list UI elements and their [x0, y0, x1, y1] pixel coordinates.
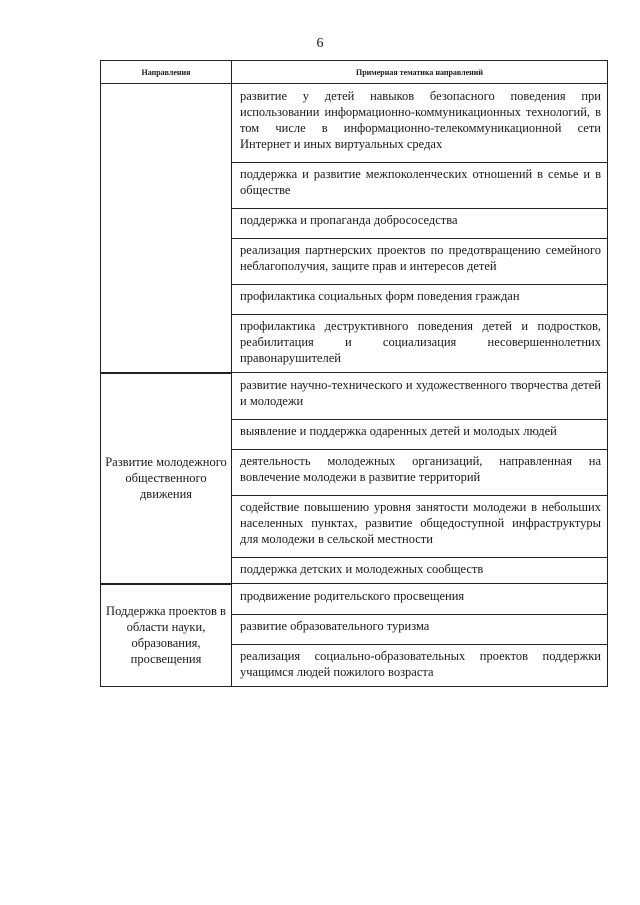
header-topics: Примерная тематика направлений — [232, 61, 608, 84]
table-row — [101, 373, 608, 584]
direction-cell: Поддержка проектов в области науки, образования, просвещения — [101, 584, 232, 687]
topic-item: поддержка и пропаганда добрососедства — [232, 208, 607, 232]
topic-item: поддержка и развитие межпоколенческих отношений в семье и в обществе — [232, 162, 607, 202]
topics-cell — [232, 373, 608, 584]
topic-item: профилактика деструктивного поведения детей и подростков, реабилитация и социализация несовершеннолетних правонарушителей — [232, 314, 607, 372]
topics-cell — [232, 84, 608, 373]
direction-cell: Развитие молодежного общественного движения — [101, 373, 232, 584]
direction-cell — [101, 84, 232, 373]
table-header-row — [101, 61, 608, 84]
topic-item: профилактика социальных форм поведения граждан — [232, 284, 607, 308]
topic-item: реализация партнерских проектов по предотвращению семейного неблагополучия, защите прав и интересов детей — [232, 238, 607, 278]
topic-item: развитие у детей навыков безопасного поведения при использовании информационно-коммуникационных технологий, в том числе в информационно-телекоммуникационной сети Интернет и иных виртуальных средах — [240, 89, 601, 151]
header-directions: Направления — [101, 61, 232, 84]
topic-item: выявление и поддержка одаренных детей и молодых людей — [232, 419, 607, 443]
page-number: 6 — [316, 36, 324, 51]
topics-cell — [232, 584, 608, 687]
topic-item: деятельность молодежных организаций, направленная на вовлечение молодежи в развитие территорий — [232, 449, 607, 489]
topic-item: развитие образовательного туризма — [232, 614, 607, 638]
table-row — [101, 584, 608, 687]
topic-item: развитие научно-технического и художественного творчества детей и молодежи — [240, 378, 601, 408]
topic-item: реализация социально-образовательных проектов поддержки учащимся людей пожилого возраста — [232, 644, 607, 686]
topic-item: продвижение родительского просвещения — [240, 589, 465, 603]
topic-item: поддержка детских и молодежных сообществ — [232, 557, 607, 583]
topic-item: содействие повышению уровня занятости молодежи в небольших населенных пунктах, развитие общедоступной инфраструктуры для молодежи в сельской местности — [232, 495, 607, 551]
table-row — [101, 84, 608, 373]
directions-table — [100, 60, 608, 687]
